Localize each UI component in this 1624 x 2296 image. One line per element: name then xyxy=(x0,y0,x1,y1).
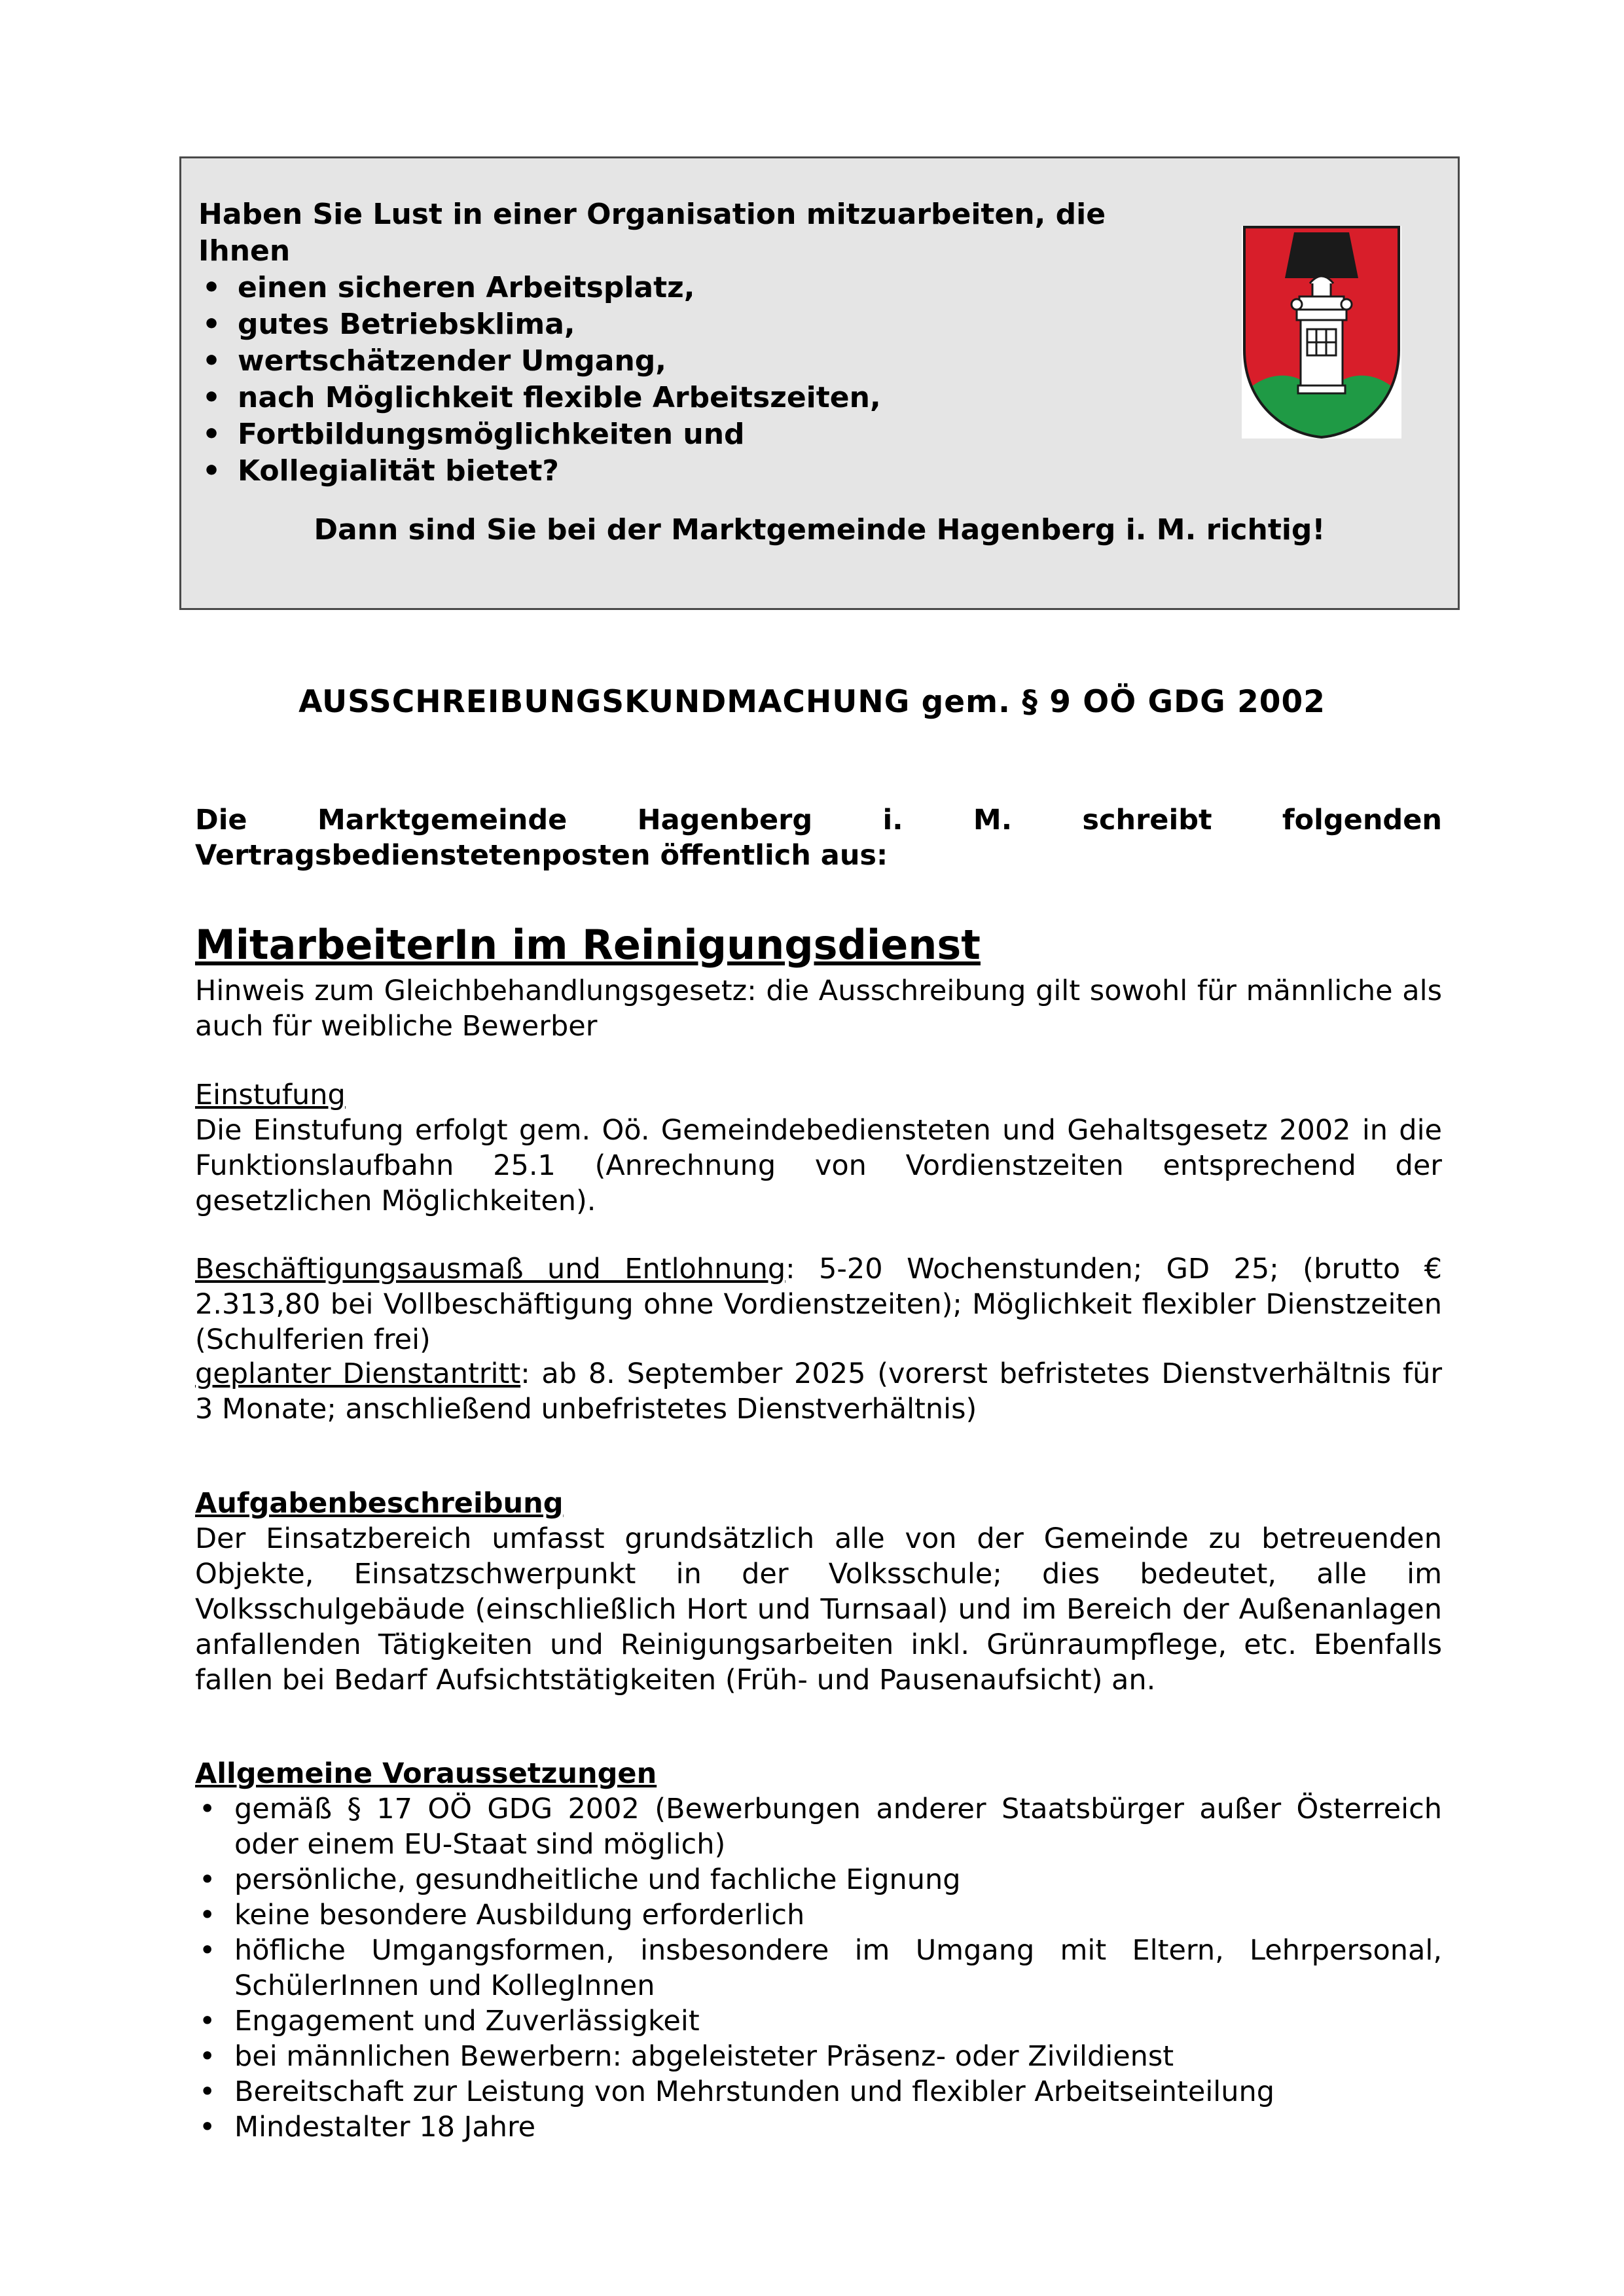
list-item: • Engagement und Zuverlässigkeit xyxy=(199,2005,700,2037)
bullet-icon: • xyxy=(202,418,221,451)
list-item: • gemäß § 17 OÖ GDG 2002 (Bewerbungen anderer Staatsbürger außer Österreich oder einem EU-Staat sind möglich) xyxy=(199,1793,1442,1861)
page-title: AUSSCHREIBUNGSKUNDMACHUNG gem. § 9 OÖ GDG 2002 xyxy=(298,684,1326,720)
list-item: • Bereitschaft zur Leistung von Mehrstunden und flexibler Arbeitseinteilung xyxy=(199,2075,1275,2108)
einstufung-label: Einstufung xyxy=(195,1079,346,1111)
intro-text xyxy=(198,196,1180,490)
bullet-icon: • xyxy=(199,1899,216,1931)
list-item: • wertschätzender Umgang, xyxy=(198,343,1180,380)
list-item: • Kollegialität bietet? xyxy=(198,453,1180,490)
einstufung-section xyxy=(195,1077,1442,1219)
requirements-list xyxy=(195,1791,1442,2145)
employment-label: Beschäftigungsausmaß und Entlohnung xyxy=(195,1253,786,1285)
bullet-icon: • xyxy=(202,344,221,378)
bullet-icon: • xyxy=(199,2005,216,2037)
bullet-icon: • xyxy=(199,1934,216,1967)
start-date-label: geplanter Dienstantritt xyxy=(195,1357,521,1390)
employment-section xyxy=(195,1251,1442,1357)
list-item: • Fortbildungsmöglichkeiten und xyxy=(198,416,1180,453)
start-date-text: : ab 8. September 2025 (vorerst befristetes Dienstverhältnis für 3 Monate; anschließend unbefristetes Dienstverhältnis) xyxy=(195,1357,1443,1426)
equality-note: Hinweis zum Gleichbehandlungsgesetz: die Ausschreibung gilt sowohl für männliche als auch für weibliche Bewerber xyxy=(195,975,1442,1043)
list-item: • nach Möglichkeit flexible Arbeitszeiten, xyxy=(198,380,1180,416)
bullet-icon: • xyxy=(199,1793,216,1825)
position-title: MitarbeiterIn im Reinigungsdienst xyxy=(195,921,981,969)
municipal-coat-of-arms-icon xyxy=(1242,226,1401,439)
list-item: • bei männlichen Bewerbern: abgeleisteter Präsenz- oder Zivildienst xyxy=(199,2040,1174,2073)
list-item: • keine besondere Ausbildung erforderlich xyxy=(199,1899,805,1931)
requirements-section xyxy=(195,1756,1442,2145)
list-item: • persönliche, gesundheitliche und fachliche Eignung xyxy=(199,1863,961,1896)
intro-bullet-list xyxy=(198,270,1180,490)
intro-box xyxy=(179,156,1460,610)
employment-text: : 5-20 Wochenstunden; GD 25; (brutto € 2.313,80 bei Vollbeschäftigung ohne Vordienstzeiten); Möglichkeit flexibler Dienstzeiten (Schulferien frei) xyxy=(195,1253,1443,1356)
requirements-label: Allgemeine Voraussetzungen xyxy=(195,1757,657,1790)
intro-lead: Haben Sie Lust in einer Organisation mitzuarbeiten, die Ihnen xyxy=(198,198,1106,268)
list-item: • Mindestalter 18 Jahre xyxy=(199,2111,536,2144)
list-item: • gutes Betriebsklima, xyxy=(198,306,1180,343)
bullet-icon: • xyxy=(202,308,221,341)
start-date-section xyxy=(195,1356,1442,1427)
bullet-icon: • xyxy=(199,1863,216,1896)
bullet-icon: • xyxy=(199,2111,216,2144)
list-item: • einen sicheren Arbeitsplatz, xyxy=(198,270,1180,306)
tasks-text: Der Einsatzbereich umfasst grundsätzlich alle von der Gemeinde zu betreuenden Objekte, Einsatzschwerpunkt in der Volksschule; dies bedeutet, alle im Volksschulgebäude (einschließlich Hort und Turnsaal) und im Bereich der Außenanlagen anfallenden Tätigkeiten und Reinigungsarbeiten inkl. Grünraumpflege, etc. Ebenfalls fallen bei Bedarf Aufsichtstätigkeiten (Früh- und Pausenaufsicht) an. xyxy=(195,1522,1442,1696)
lead-paragraph: Die Marktgemeinde Hagenberg i. M. schreibt folgenden Vertragsbedienstetenposten öffentlich aus: xyxy=(195,804,1442,872)
einstufung-text: Die Einstufung erfolgt gem. Oö. Gemeindebediensteten und Gehaltsgesetz 2002 in die Funktionslaufbahn 25.1 (Anrechnung von Vordienstzeiten entsprechend der gesetzlichen Möglichkeiten). xyxy=(195,1114,1442,1217)
bullet-icon: • xyxy=(202,381,221,414)
bullet-icon: • xyxy=(199,2075,216,2108)
tasks-section xyxy=(195,1486,1442,1698)
bullet-icon: • xyxy=(199,2040,216,2073)
bullet-icon: • xyxy=(202,271,221,304)
intro-closing: Dann sind Sie bei der Marktgemeinde Hagenberg i. M. richtig! xyxy=(314,513,1326,547)
tasks-label: Aufgabenbeschreibung xyxy=(195,1487,564,1520)
list-item: • höfliche Umgangsformen, insbesondere im Umgang mit Eltern, Lehrpersonal, SchülerInnen und KollegInnen xyxy=(199,1934,1442,2002)
bullet-icon: • xyxy=(202,454,221,488)
